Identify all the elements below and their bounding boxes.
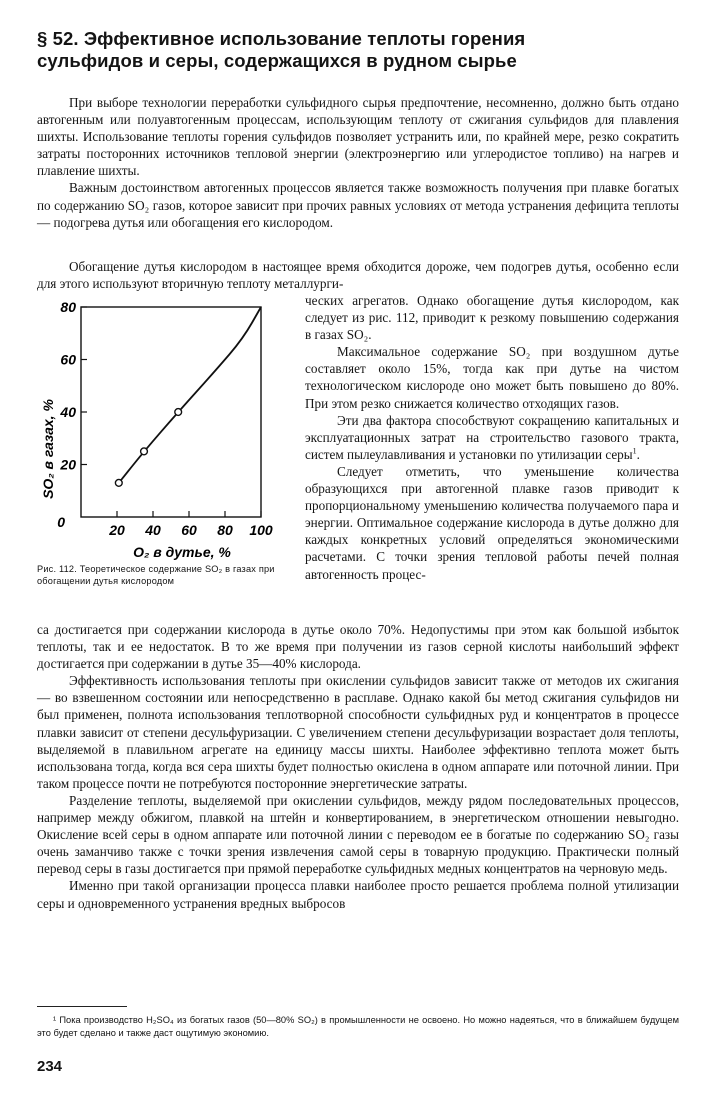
origin-label: 0: [57, 514, 65, 530]
figure: [37, 299, 299, 599]
data-point: [175, 409, 182, 416]
data-point: [115, 479, 122, 486]
chart-svg: [37, 299, 299, 563]
heading-line-1: § 52. Эффективное использование теплоты горения: [37, 28, 526, 49]
x-tick-label: 100: [249, 522, 273, 538]
plot-frame: [81, 307, 261, 517]
wrap-intro: [37, 258, 679, 292]
y-tick-label: 20: [60, 456, 76, 473]
paragraph: Максимальное содержание SO₂ при воздушном дутье составляет около 15%, тогда как при дутье на чистом технологическом кислороде оно может быть повышено до 80%. При этом резко снижается количество отходящих газов.: [305, 344, 679, 411]
page-number: 234: [37, 1058, 63, 1075]
paragraph: При выборе технологии переработки сульфидного сырья предпочтение, несомненно, должно быть отдано автогенным или полуавтогенным процессам, использующим теплоту от сжигания сульфидов для плавления шихты. Использование теплоты горения сульфидов позволяет устранить или, по крайней мере, резко сократить затраты посторонних источников тепловой энергии (электроэнергию или углеродистое топливо) на нагрев и плавление шихты.: [37, 95, 679, 179]
paragraph: Важным достоинством автогенных процессов является также возможность получения при плавке богатых по содержанию SO₂ газов, которое зависит при прочих равных условиях от метода устранения дефицита теплоты — подогрева дутья или обогащения его кислородом.: [37, 180, 679, 230]
figure-caption: Рис. 112. Теоретическое содержание SO₂ в газах при обогащении дутья кислородом: [37, 564, 275, 586]
data-point: [141, 448, 148, 455]
footnote: ¹ Пока производство H₂SO₄ из богатых газов (50—80% SO₂) в промышленности не освоено. Но можно надеяться, что в ближайшем будущем это будет сделано и также даст ощутимую экономию.: [37, 1015, 679, 1038]
x-axis-label: O₂ в дутье, %: [133, 544, 231, 560]
paragraph: Обогащение дутья кислородом в настоящее время обходится дороже, чем подогрев дутья, особенно если для этого используют вторичную теплоту металлурги-: [37, 259, 679, 292]
x-tick-label: 40: [145, 522, 161, 538]
series-line: [119, 307, 261, 483]
x-tick-label: 80: [217, 522, 233, 538]
paragraph: Следует отметить, что уменьшение количества образующихся при автогенной плавке газов приводит к пропорциональному уменьшению количества получаемого пара и энергии. Оптимальное содержание кислорода в дутье должно для каждых конкретных условий определяться экономическими расчетами. С точки зрения тепловой работы печей полная автогенность процес-: [305, 463, 679, 582]
x-tick-label: 60: [181, 522, 197, 538]
x-tick-label: 20: [109, 522, 125, 538]
paragraph: Разделение теплоты, выделяемой при окислении сульфидов, между рядом последовательных процессов, например между обжигом, плавкой на штейн и конвертированием, в энергетическом отношении невыгодно. Окисление всей серы в одном аппарате или поточной линии с переводом ее в богатые по содержанию SO₂ газы очень заманчиво также с точки зрения извлечения самой серы в товарную продукцию. Практически полный перевод серы в газы достигается при прямой переработке сульфидных медных концентратов на черновую медь.: [37, 792, 679, 877]
chart-ticks: [57, 299, 273, 538]
y-tick-label: 80: [60, 299, 76, 315]
paragraph: са достигается при содержании кислорода в дутье около 70%. Недопустимы при этом как большой избыток теплоты, так и ее недостаток. В то же время при получении из газов серной кислоты наибольший эффект достигается при содержании в дутье 35—40% кислорода.: [37, 622, 679, 672]
y-tick-label: 40: [60, 404, 76, 420]
paragraph-text: Эти два фактора способствуют сокращению капитальных и эксплуатационных затрат на строительство газового тракта, систем пылеулавливания и установки по утилизации серы: [305, 412, 679, 462]
section-heading: [37, 28, 597, 72]
paragraph: Эффективность использования теплоты при окислении сульфидов зависит также от методов их сжигания — во взвешенном состоянии или непосредственно в расплаве. Однако какой бы метод сжигания сульфидов ни был применен, полнота использования теплотворной способности сульфидных руд и концентратов в процессе плавки зависит от степени десульфуризации. С увеличением степени десульфуризации возрастает доля теплоты, выделяемой в плавильном агрегате на единицу массы шихты. Наиболее эффективно теплота может быть использована тогда, когда вся сера шихты будет полностью окислена в одном аппарате или поточной линии. При таком процессе почти не потребуются посторонние энергетические затраты.: [37, 673, 679, 791]
footnote-divider: [37, 1006, 127, 1007]
text-block-bottom: [37, 621, 679, 912]
paragraph: Эти два фактора способствуют сокращению капитальных и эксплуатационных затрат на строительство газового тракта, систем пылеулавливания и установки по утилизации серы$^1$.: [305, 412, 679, 462]
chart-frame: [81, 307, 261, 517]
y-tick-label: 60: [60, 351, 76, 368]
heading-line-2: сульфидов и серы, содержащихся в рудном сырье: [37, 50, 517, 71]
y-axis-label: SO₂ в газах, %: [40, 399, 56, 499]
text-block-top: [37, 94, 679, 231]
footnote-mark: 1: [632, 446, 637, 456]
paragraph: Именно при такой организации процесса плавки наиболее просто решается проблема полной утилизации серы и одновременного устранения вредных выбросов: [37, 878, 679, 911]
paragraph: ческих агрегатов. Однако обогащение дутья кислородом, как следует из рис. 112, приводит к резкому повышению содержания в газах SO₂.: [305, 293, 679, 343]
chart-line-group: [119, 307, 261, 483]
text-beside-figure: [305, 292, 679, 583]
